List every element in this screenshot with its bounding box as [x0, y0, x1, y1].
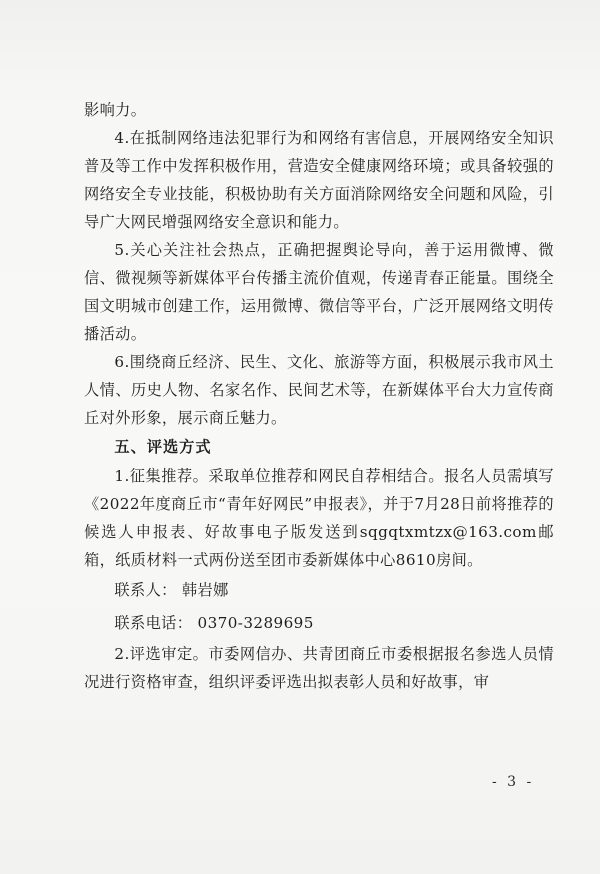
paragraph-item-5: 5.关心关注社会热点，正确把握舆论导向，善于运用微博、微信、微视频等新媒体平台传播主流价值观，传递青春正能量。围绕全国文明城市创建工作，运用微博、微信等平台，广泛开展网络文明传播活动。	[84, 241, 554, 343]
document-body	[84, 96, 554, 696]
contact-phone: 联系电话： 0370-3289695	[114, 614, 314, 632]
paragraph-review: 2.评选审定。市委网信办、共青团商丘市委根据报名参选人员情况进行资格审查，组织评委评选出拟表彰人员和好故事，审	[84, 645, 554, 691]
paragraph-continuation: 影响力。	[84, 101, 147, 119]
section-heading: 五、评选方式	[114, 438, 212, 456]
page-number: - 3 -	[492, 774, 535, 790]
paragraph-item-6: 6.围绕商丘经济、民生、文化、旅游等方面，积极展示我市风土人情、历史人物、名家名作、民间艺术等，在新媒体平台大力宣传商丘对外形象，展示商丘魅力。	[84, 353, 554, 427]
contact-person: 联系人： 韩岩娜	[114, 581, 229, 599]
paragraph-collect-recommend: 1.征集推荐。采取单位推荐和网民自荐相结合。报名人员需填写《2022年度商丘市“青年好网民”申报表》，并于7月28日前将推荐的候选人申报表、好故事电子版发送到sqgqtxmtzx@163.com邮箱，纸质材料一式两份送至团市委新媒体中心8610房间。	[84, 467, 554, 569]
paragraph-item-4: 4.在抵制网络违法犯罪行为和网络有害信息，开展网络安全知识普及等工作中发挥积极作用，营造安全健康网络环境；或具备较强的网络安全专业技能，积极协助有关方面消除网络安全问题和风险，引导广大网民增强网络安全意识和能力。	[84, 129, 554, 231]
